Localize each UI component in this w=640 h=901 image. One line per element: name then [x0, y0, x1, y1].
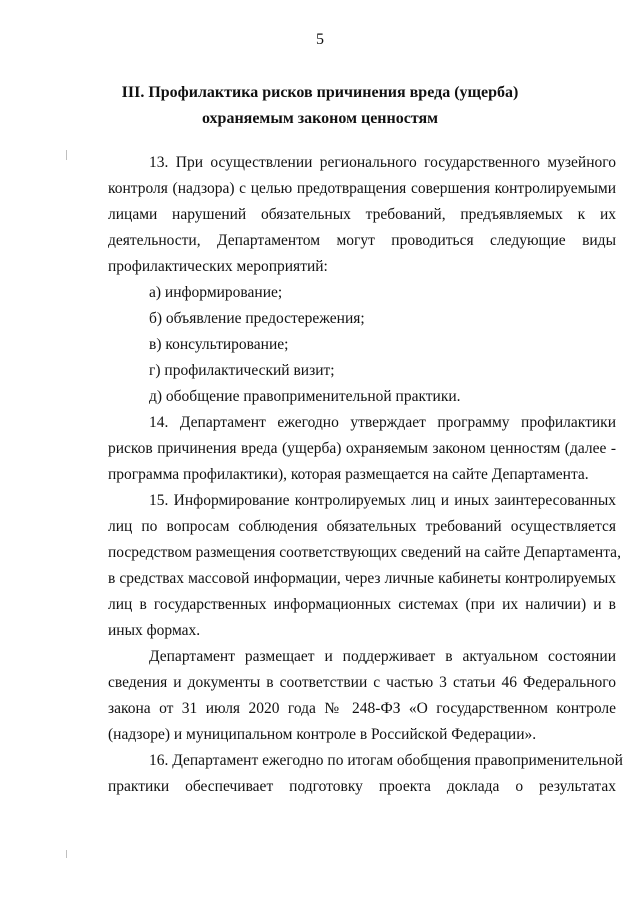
list-item: а) информирование;: [149, 284, 283, 301]
text-line: в средствах массовой информации, через личные кабинеты контролируемых: [108, 570, 616, 587]
scan-mark: [66, 850, 67, 858]
section-title-line-2: охраняемым законом ценностям: [201, 110, 439, 127]
text-line: 14. Департамент ежегодно утверждает программу профилактики: [149, 414, 616, 431]
text-line: лицами нарушений обязательных требований, предъявляемых к их: [108, 206, 616, 223]
list-item: г) профилактический визит;: [149, 362, 335, 379]
text-line: профилактических мероприятий:: [108, 258, 328, 275]
list-item: б) объявление предостережения;: [149, 310, 365, 327]
text-line: (надзоре) и муниципальном контроле в Российской Федерации».: [108, 726, 537, 743]
text-line: 15. Информирование контролируемых лиц и иных заинтересованных: [149, 492, 616, 509]
list-item: д) обобщение правоприменительной практики.: [149, 388, 461, 405]
text-line: закона от 31 июля 2020 года № 248-ФЗ «О государственном контроле: [108, 700, 616, 717]
text-line: лиц по вопросам соблюдения обязательных требований осуществляется: [108, 518, 616, 535]
text-line: 13. При осуществлении регионального государственного музейного: [149, 154, 616, 171]
text-line: Департамент размещает и поддерживает в актуальном состоянии: [149, 648, 616, 665]
section-title-line-1: III. Профилактика рисков причинения вреда (ущерба): [121, 84, 519, 101]
text-line: лиц в государственных информационных системах (при их наличии) и в: [108, 596, 616, 613]
text-line: рисков причинения вреда (ущерба) охраняемым законом ценностям (далее -: [108, 440, 616, 457]
page-number: 5: [316, 31, 324, 48]
list-item: в) консультирование;: [149, 336, 289, 353]
scan-mark: [66, 150, 67, 160]
text-line: практики обеспечивает подготовку проекта доклада о результатах: [108, 778, 616, 795]
text-line: 16. Департамент ежегодно по итогам обобщения правоприменительной: [149, 752, 623, 769]
text-line: программа профилактики), которая размещается на сайте Департамента.: [108, 466, 589, 483]
text-line: иных формах.: [108, 622, 201, 639]
text-line: сведения и документы в соответствии с частью 3 статьи 46 Федерального: [108, 674, 616, 691]
text-line: деятельности, Департаментом могут проводиться следующие виды: [108, 232, 616, 249]
text-line: контроля (надзора) с целью предотвращения совершения контролируемыми: [108, 180, 616, 197]
text-line: посредством размещения соответствующих сведений на сайте Департамента,: [108, 544, 621, 561]
